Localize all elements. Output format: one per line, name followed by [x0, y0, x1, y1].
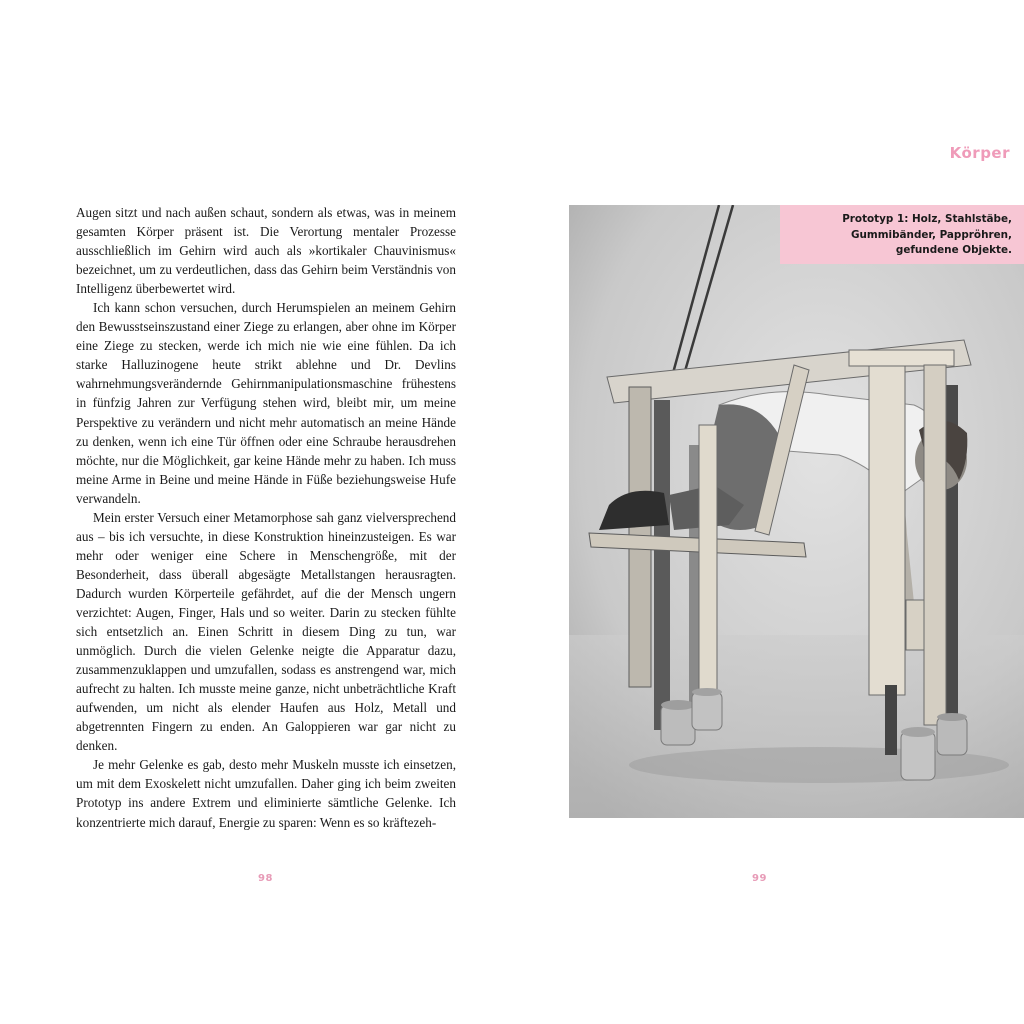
paragraph: Augen sitzt und nach außen schaut, sondern als etwas, was in meinem gesamten Körper präsent ist. Die Verortung mentaler Prozesse ausschließlich im Gehirn wird auch als »kortikaler Chauvinismus« bezeichnet, um zu verdeutlichen, dass das Gehirn beim Verständnis von Intelligenz überbewertet wird.	[76, 205, 456, 297]
photo-caption	[780, 205, 1024, 264]
caption-line: gefundene Objekte.	[895, 244, 1012, 256]
paragraph: Ich kann schon versuchen, durch Herumspielen an meinem Gehirn den Bewusstseinszustand einer Ziege zu erlangen, aber ohne im Körper eine Ziege zu stecken, werde ich mich nie wie eine fühlen. Da ich starke Halluzinogene heute strikt ablehne und Dr. Devlins wahrnehmungsverändernde Gehirnmanipulationsmaschine frühestens in fünfzig Jahren zur Verfügung stehen wird, bleibt mir, um meine Perspektive zu verändern und nicht mehr automatisch an meine Hände zu denken, wenn ich eine Tür öffnen oder eine Schraube herausdrehen möchte, nur die Möglichkeit, gar keine Hände mehr zu haben. Ich muss meine Arme in Beine und meine Hände in Füße beziehungsweise Hufe verwandeln.	[76, 300, 456, 506]
right-page	[520, 0, 1024, 1024]
photo-illustration	[569, 205, 1024, 818]
page-number-left: 98	[258, 873, 273, 884]
body-text	[76, 203, 456, 832]
caption-line: Prototyp 1: Holz, Stahlstäbe,	[842, 213, 1012, 225]
paragraph: Je mehr Gelenke es gab, desto mehr Muskeln musste ich einsetzen, um mit dem Exoskelett nicht umzufallen. Daher ging ich beim zweiten Prototyp ins andere Extrem und eliminierte sämtliche Gelenke. Ich konzentrierte mich darauf, Energie zu sparen: Wenn es so kräftezeh-	[76, 757, 456, 830]
page-number-right: 99	[752, 873, 767, 884]
paragraph: Mein erster Versuch einer Metamorphose sah ganz vielversprechend aus – bis ich versuchte, in diese Konstruktion hineinzusteigen. Es war mehr oder weniger eine Schere in Menschengröße, mit der Besonderheit, dass überall abgesägte Metallstangen herausragten. Dadurch wurden Körperteile gefährdet, auf die der Mensch ungern verzichtet: Augen, Finger, Hals und so weiter. Darin zu stecken fühlte sich entsetzlich an. Einen Schritt in diesem Ding zu tun, war unmöglich. Durch die vielen Gelenke neigte die Apparatur dazu, zusammenzuklappen und umzufallen, sodass es anstrengend war, mich aufrecht zu halten. Ich musste meine ganze, nicht unbeträchtliche Kraft aufwenden, um nicht als elender Haufen aus Holz, Metall und abgetrennten Fingern zu enden. An Galoppieren war gar nicht zu denken.	[76, 509, 456, 754]
prototype-photo	[569, 205, 1024, 818]
chapter-title: Körper	[949, 144, 1010, 162]
caption-line: Gummibänder, Papprӧhren,	[850, 228, 1012, 241]
